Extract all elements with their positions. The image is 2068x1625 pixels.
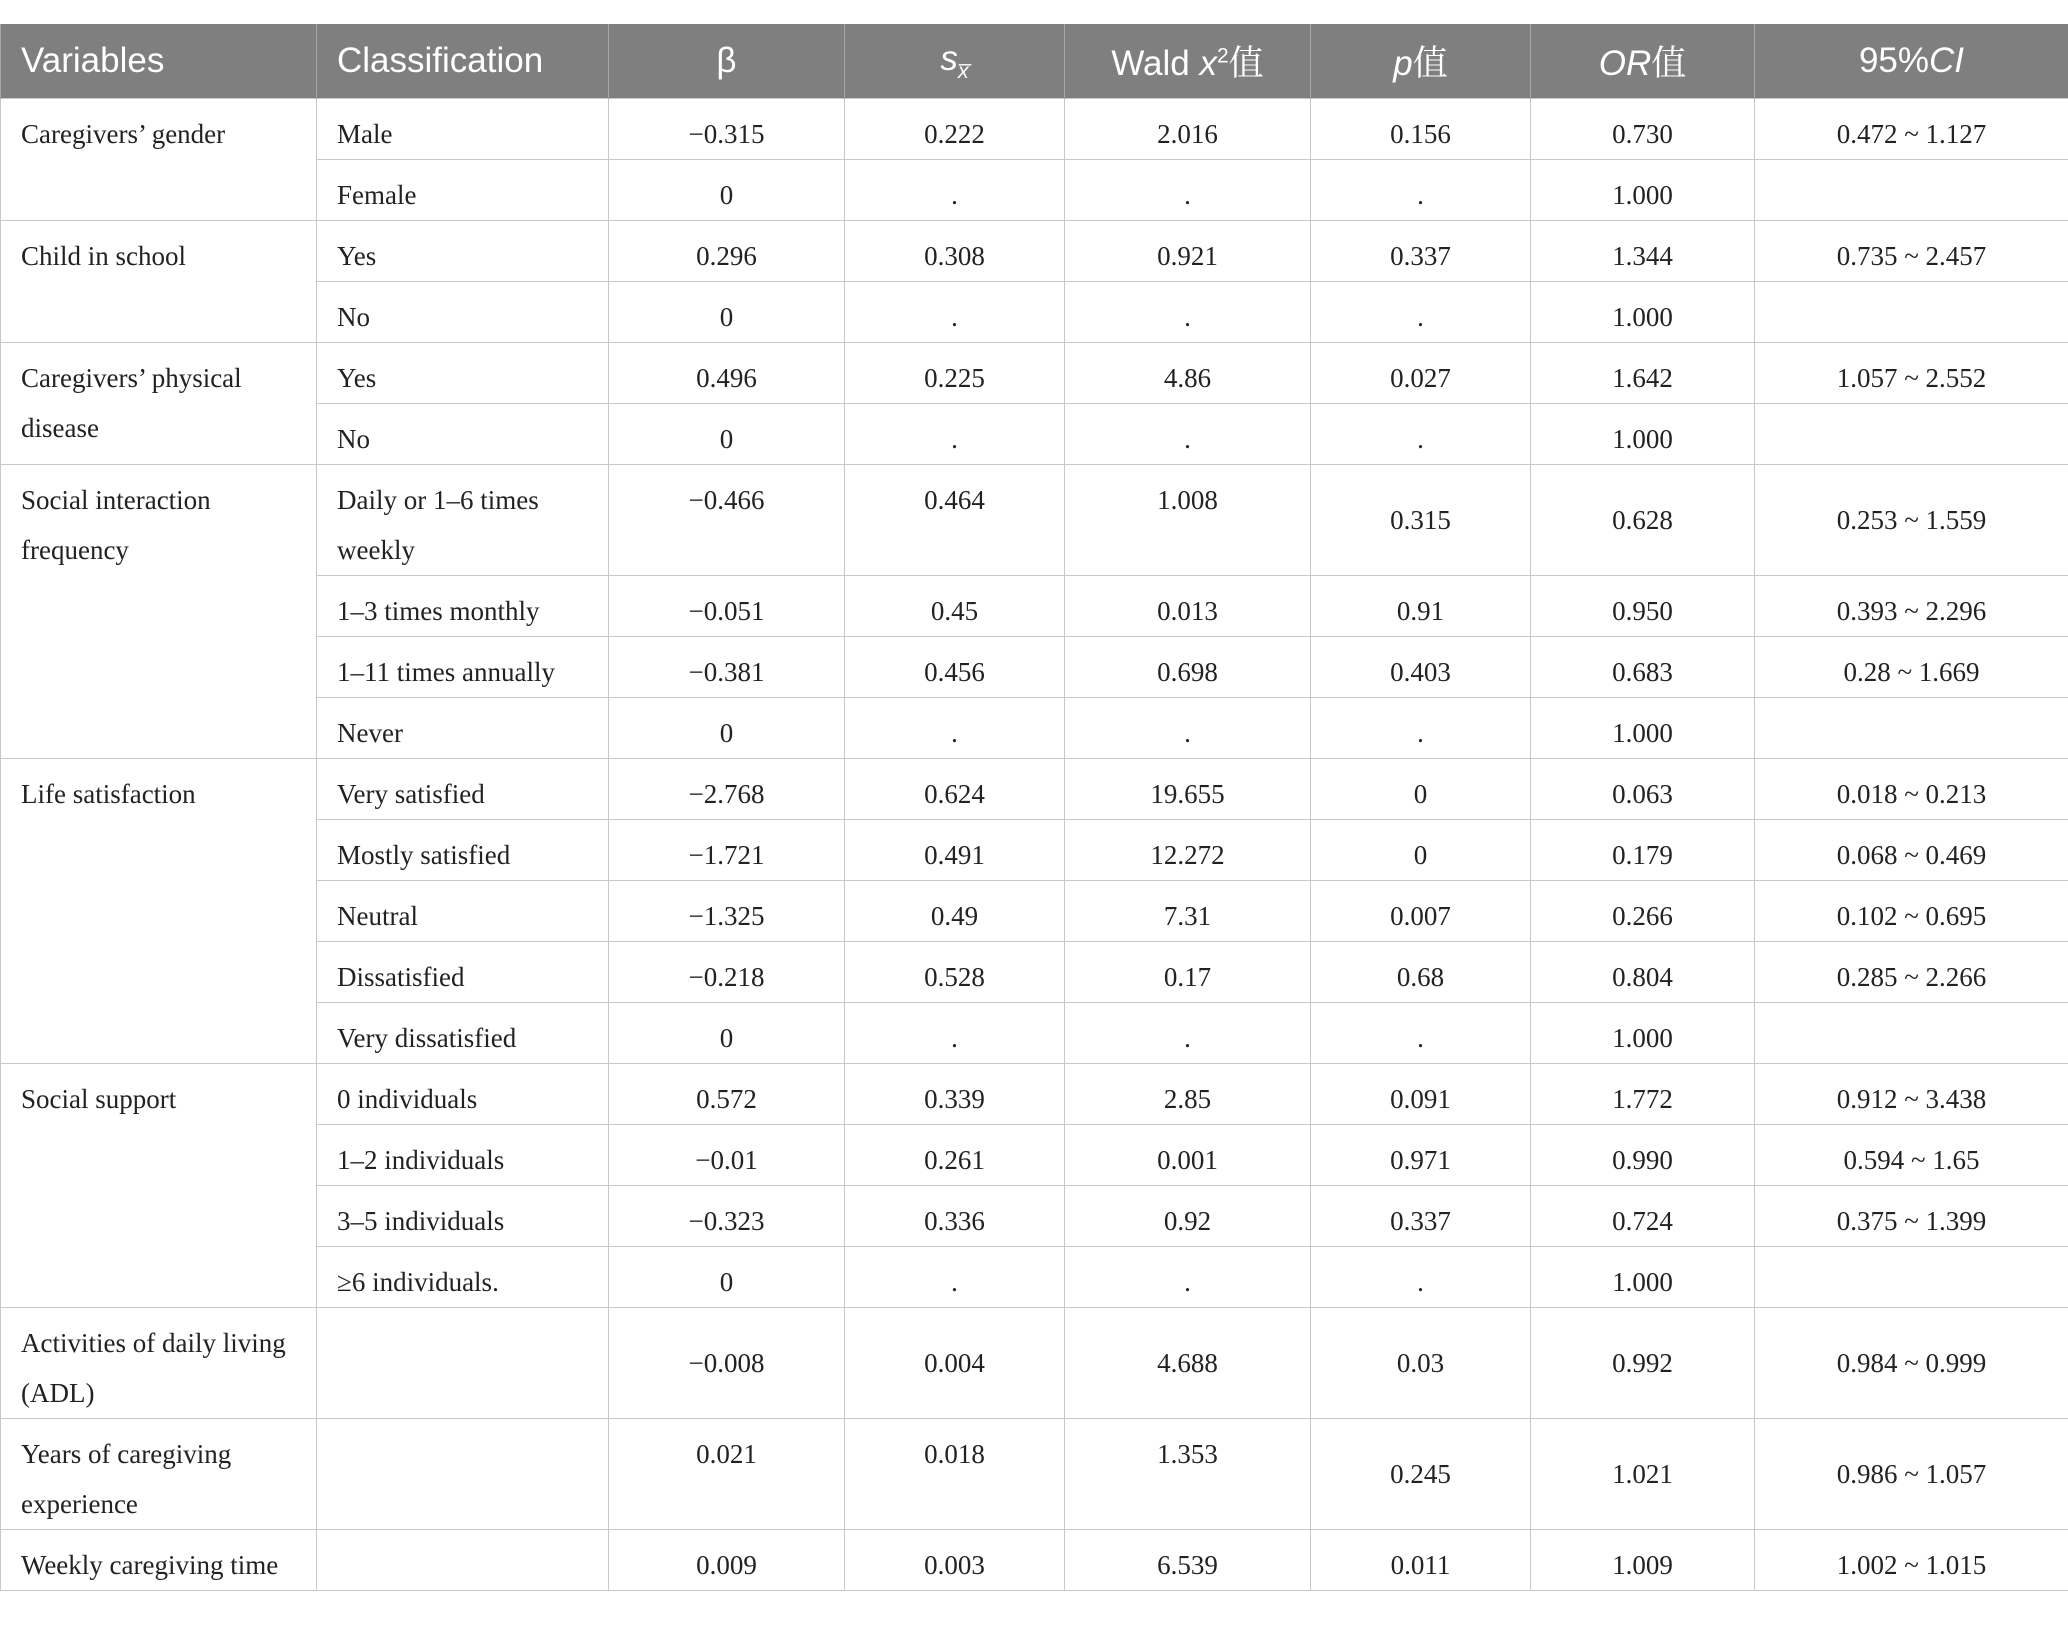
ci-cell: 0.068 ~ 0.469 xyxy=(1755,820,2068,881)
header-confidence-interval xyxy=(1755,24,2068,99)
classification-cell: Male xyxy=(317,99,609,160)
regression-table xyxy=(0,24,2068,1591)
se-cell: . xyxy=(845,1003,1065,1064)
se-cell: 0.225 xyxy=(845,343,1065,404)
header-se-base: s xyxy=(940,38,958,78)
beta-cell: 0.572 xyxy=(609,1064,845,1125)
wald-cell: 2.85 xyxy=(1065,1064,1311,1125)
or-cell: 0.683 xyxy=(1531,637,1755,698)
or-cell: 1.009 xyxy=(1531,1530,1755,1591)
classification-cell: 1–3 times monthly xyxy=(317,576,609,637)
p-cell: 0.337 xyxy=(1311,221,1531,282)
or-cell: 0.179 xyxy=(1531,820,1755,881)
classification-cell: Very dissatisfied xyxy=(317,1003,609,1064)
wald-cell: . xyxy=(1065,1003,1311,1064)
p-cell: 0.011 xyxy=(1311,1530,1531,1591)
header-p-suffix: 值 xyxy=(1412,44,1448,83)
variable-cell: Weekly caregiving time xyxy=(1,1530,317,1591)
p-cell: . xyxy=(1311,1003,1531,1064)
table-row xyxy=(1,221,2068,282)
classification-cell: Neutral xyxy=(317,881,609,942)
beta-cell: −0.323 xyxy=(609,1186,845,1247)
beta-cell: 0 xyxy=(609,160,845,221)
wald-cell: . xyxy=(1065,160,1311,221)
or-cell: 0.063 xyxy=(1531,759,1755,820)
se-cell: 0.308 xyxy=(845,221,1065,282)
p-cell: 0.091 xyxy=(1311,1064,1531,1125)
classification-cell: 3–5 individuals xyxy=(317,1186,609,1247)
se-cell: . xyxy=(845,282,1065,343)
ci-cell xyxy=(1755,282,2068,343)
header-classification: Classification xyxy=(317,24,609,99)
p-cell: . xyxy=(1311,160,1531,221)
header-or-letters: OR xyxy=(1598,44,1652,83)
se-cell: 0.45 xyxy=(845,576,1065,637)
or-cell: 1.021 xyxy=(1531,1419,1755,1530)
se-cell: 0.491 xyxy=(845,820,1065,881)
or-cell: 0.730 xyxy=(1531,99,1755,160)
header-wald-suffix: 值 xyxy=(1228,44,1264,83)
header-or-suffix: 值 xyxy=(1651,44,1687,83)
header-wald-x: x xyxy=(1199,44,1217,83)
or-cell: 1.344 xyxy=(1531,221,1755,282)
beta-cell: 0.496 xyxy=(609,343,845,404)
p-cell: 0.315 xyxy=(1311,465,1531,576)
wald-cell: 4.86 xyxy=(1065,343,1311,404)
wald-cell: 1.353 xyxy=(1065,1419,1311,1530)
wald-cell: 0.013 xyxy=(1065,576,1311,637)
se-cell: . xyxy=(845,1247,1065,1308)
p-cell: 0 xyxy=(1311,820,1531,881)
ci-cell: 0.375 ~ 1.399 xyxy=(1755,1186,2068,1247)
or-cell: 0.992 xyxy=(1531,1308,1755,1419)
ci-cell: 0.594 ~ 1.65 xyxy=(1755,1125,2068,1186)
wald-cell: . xyxy=(1065,698,1311,759)
classification-cell: ≥6 individuals. xyxy=(317,1247,609,1308)
classification-cell: Dissatisfied xyxy=(317,942,609,1003)
classification-cell: No xyxy=(317,282,609,343)
wald-cell: 12.272 xyxy=(1065,820,1311,881)
header-se-sub: x̅ xyxy=(957,57,969,83)
beta-cell: 0 xyxy=(609,698,845,759)
se-cell: 0.222 xyxy=(845,99,1065,160)
header-wald-sup: 2 xyxy=(1216,44,1229,68)
or-cell: 0.628 xyxy=(1531,465,1755,576)
variable-cell: Life satisfaction xyxy=(1,759,317,1064)
ci-cell: 0.984 ~ 0.999 xyxy=(1755,1308,2068,1419)
beta-cell: −1.721 xyxy=(609,820,845,881)
wald-cell: 1.008 xyxy=(1065,465,1311,576)
header-row xyxy=(1,24,2068,99)
p-cell: 0.027 xyxy=(1311,343,1531,404)
beta-cell: −0.008 xyxy=(609,1308,845,1419)
wald-cell: 7.31 xyxy=(1065,881,1311,942)
or-cell: 0.950 xyxy=(1531,576,1755,637)
beta-cell: −0.01 xyxy=(609,1125,845,1186)
or-cell: 1.000 xyxy=(1531,698,1755,759)
classification-cell: Mostly satisfied xyxy=(317,820,609,881)
ci-cell: 0.018 ~ 0.213 xyxy=(1755,759,2068,820)
table-row xyxy=(1,1308,2068,1419)
header-ci-percent: 95% xyxy=(1858,41,1930,80)
variable-cell: Activities of daily living (ADL) xyxy=(1,1308,317,1419)
ci-cell: 0.912 ~ 3.438 xyxy=(1755,1064,2068,1125)
header-variables: Variables xyxy=(1,24,317,99)
p-cell: 0.03 xyxy=(1311,1308,1531,1419)
or-cell: 1.000 xyxy=(1531,404,1755,465)
or-cell: 0.804 xyxy=(1531,942,1755,1003)
se-cell: 0.456 xyxy=(845,637,1065,698)
classification-cell: Yes xyxy=(317,343,609,404)
se-cell: . xyxy=(845,698,1065,759)
p-cell: 0.91 xyxy=(1311,576,1531,637)
variable-cell: Social interaction frequency xyxy=(1,465,317,759)
ci-cell xyxy=(1755,1003,2068,1064)
se-cell: . xyxy=(845,160,1065,221)
or-cell: 1.642 xyxy=(1531,343,1755,404)
classification-cell: 1–2 individuals xyxy=(317,1125,609,1186)
or-cell: 1.000 xyxy=(1531,160,1755,221)
ci-cell: 1.057 ~ 2.552 xyxy=(1755,343,2068,404)
header-p-value xyxy=(1311,24,1531,99)
ci-cell xyxy=(1755,160,2068,221)
classification-cell xyxy=(317,1419,609,1530)
variable-cell: Child in school xyxy=(1,221,317,343)
or-cell: 0.266 xyxy=(1531,881,1755,942)
ci-cell: 1.002 ~ 1.015 xyxy=(1755,1530,2068,1591)
wald-cell: . xyxy=(1065,1247,1311,1308)
p-cell: 0.156 xyxy=(1311,99,1531,160)
beta-cell: 0.296 xyxy=(609,221,845,282)
table-row xyxy=(1,465,2068,576)
p-cell: . xyxy=(1311,698,1531,759)
classification-cell: Very satisfied xyxy=(317,759,609,820)
se-cell: 0.49 xyxy=(845,881,1065,942)
se-cell: 0.018 xyxy=(845,1419,1065,1530)
ci-cell xyxy=(1755,1247,2068,1308)
header-beta: β xyxy=(609,24,845,99)
classification-cell: No xyxy=(317,404,609,465)
p-cell: . xyxy=(1311,404,1531,465)
se-cell: 0.339 xyxy=(845,1064,1065,1125)
se-cell: . xyxy=(845,404,1065,465)
ci-cell: 0.735 ~ 2.457 xyxy=(1755,221,2068,282)
table-row xyxy=(1,343,2068,404)
wald-cell: 4.688 xyxy=(1065,1308,1311,1419)
classification-cell xyxy=(317,1308,609,1419)
or-cell: 1.000 xyxy=(1531,282,1755,343)
or-cell: 0.990 xyxy=(1531,1125,1755,1186)
wald-cell: 6.539 xyxy=(1065,1530,1311,1591)
wald-cell: 0.698 xyxy=(1065,637,1311,698)
ci-cell xyxy=(1755,698,2068,759)
ci-cell: 0.28 ~ 1.669 xyxy=(1755,637,2068,698)
p-cell: 0.68 xyxy=(1311,942,1531,1003)
wald-cell: . xyxy=(1065,282,1311,343)
classification-cell: Never xyxy=(317,698,609,759)
classification-cell: 1–11 times annually xyxy=(317,637,609,698)
header-ci-letters: CI xyxy=(1929,41,1965,80)
ci-cell: 0.986 ~ 1.057 xyxy=(1755,1419,2068,1530)
ci-cell: 0.393 ~ 2.296 xyxy=(1755,576,2068,637)
beta-cell: −0.218 xyxy=(609,942,845,1003)
or-cell: 1.000 xyxy=(1531,1003,1755,1064)
beta-cell: 0 xyxy=(609,1003,845,1064)
table-row xyxy=(1,759,2068,820)
header-p-letter: p xyxy=(1393,44,1413,83)
p-cell: . xyxy=(1311,282,1531,343)
wald-cell: 19.655 xyxy=(1065,759,1311,820)
header-wald-text: Wald xyxy=(1111,44,1200,83)
se-cell: 0.261 xyxy=(845,1125,1065,1186)
wald-cell: 0.17 xyxy=(1065,942,1311,1003)
variable-cell: Years of caregiving experience xyxy=(1,1419,317,1530)
variable-cell: Social support xyxy=(1,1064,317,1308)
beta-cell: 0 xyxy=(609,404,845,465)
wald-cell: 0.001 xyxy=(1065,1125,1311,1186)
wald-cell: 0.92 xyxy=(1065,1186,1311,1247)
variable-cell: Caregivers’ gender xyxy=(1,99,317,221)
beta-cell: 0 xyxy=(609,1247,845,1308)
beta-cell: 0 xyxy=(609,282,845,343)
p-cell: . xyxy=(1311,1247,1531,1308)
p-cell: 0.337 xyxy=(1311,1186,1531,1247)
ci-cell: 0.253 ~ 1.559 xyxy=(1755,465,2068,576)
header-odds-ratio xyxy=(1531,24,1755,99)
classification-cell: Daily or 1–6 times weekly xyxy=(317,465,609,576)
regression-table-container xyxy=(0,24,2068,1591)
ci-cell xyxy=(1755,404,2068,465)
wald-cell: 2.016 xyxy=(1065,99,1311,160)
ci-cell: 0.102 ~ 0.695 xyxy=(1755,881,2068,942)
se-cell: 0.336 xyxy=(845,1186,1065,1247)
se-cell: 0.004 xyxy=(845,1308,1065,1419)
variable-cell: Caregivers’ physical disease xyxy=(1,343,317,465)
se-cell: 0.003 xyxy=(845,1530,1065,1591)
or-cell: 1.772 xyxy=(1531,1064,1755,1125)
p-cell: 0 xyxy=(1311,759,1531,820)
wald-cell: 0.921 xyxy=(1065,221,1311,282)
table-row xyxy=(1,99,2068,160)
p-cell: 0.971 xyxy=(1311,1125,1531,1186)
classification-cell: Yes xyxy=(317,221,609,282)
table-row xyxy=(1,1530,2068,1591)
se-cell: 0.464 xyxy=(845,465,1065,576)
beta-cell: −0.466 xyxy=(609,465,845,576)
classification-cell xyxy=(317,1530,609,1591)
ci-cell: 0.472 ~ 1.127 xyxy=(1755,99,2068,160)
table-row xyxy=(1,1419,2068,1530)
classification-cell: 0 individuals xyxy=(317,1064,609,1125)
beta-cell: −2.768 xyxy=(609,759,845,820)
or-cell: 1.000 xyxy=(1531,1247,1755,1308)
beta-cell: −1.325 xyxy=(609,881,845,942)
se-cell: 0.624 xyxy=(845,759,1065,820)
p-cell: 0.245 xyxy=(1311,1419,1531,1530)
header-standard-error xyxy=(845,24,1065,99)
p-cell: 0.007 xyxy=(1311,881,1531,942)
beta-cell: −0.315 xyxy=(609,99,845,160)
classification-cell: Female xyxy=(317,160,609,221)
beta-cell: 0.009 xyxy=(609,1530,845,1591)
or-cell: 0.724 xyxy=(1531,1186,1755,1247)
ci-cell: 0.285 ~ 2.266 xyxy=(1755,942,2068,1003)
p-cell: 0.403 xyxy=(1311,637,1531,698)
header-wald xyxy=(1065,24,1311,99)
beta-cell: −0.381 xyxy=(609,637,845,698)
table-row xyxy=(1,1064,2068,1125)
beta-cell: −0.051 xyxy=(609,576,845,637)
beta-cell: 0.021 xyxy=(609,1419,845,1530)
wald-cell: . xyxy=(1065,404,1311,465)
se-cell: 0.528 xyxy=(845,942,1065,1003)
